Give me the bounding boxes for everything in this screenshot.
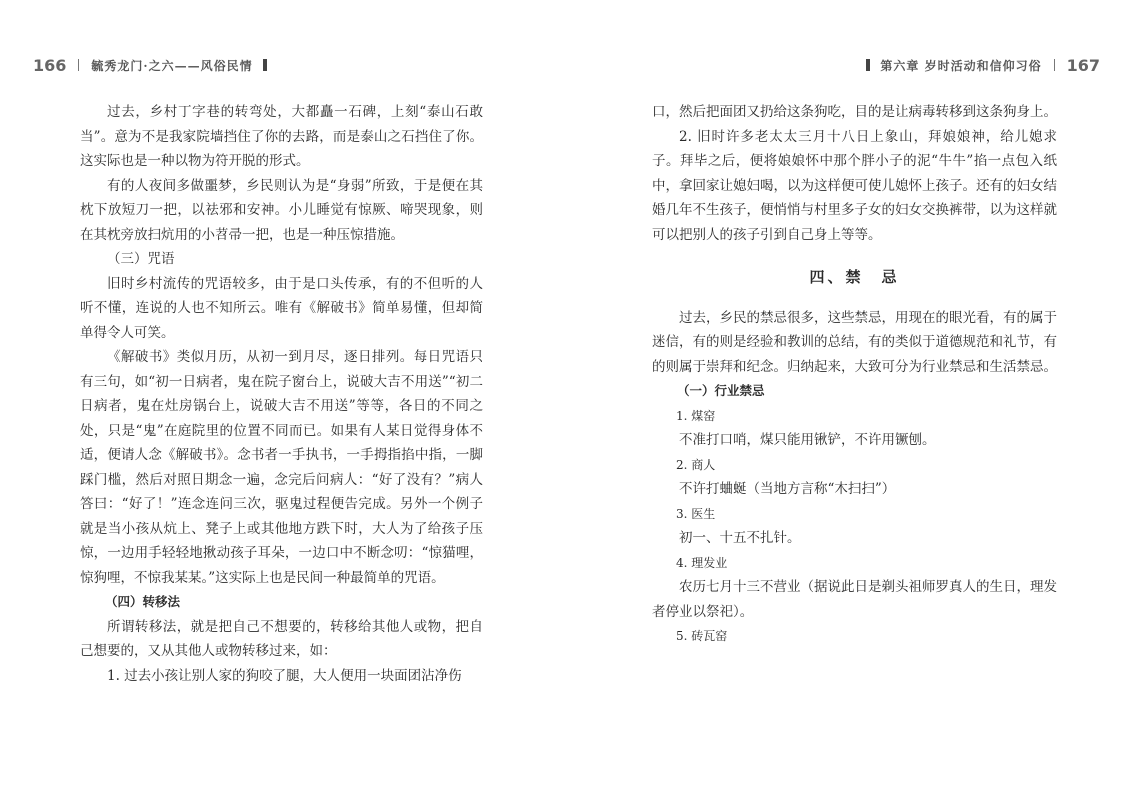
right-page-number: 167: [1066, 55, 1100, 75]
paragraph: 2. 旧时许多老太太三月十八日上象山，拜娘娘神，给儿媳求子。拜毕之后，便将娘娘怀中那个胖小子的泥“牛牛”掐一点包入纸中，拿回家让媳妇喝，以为这样便可使儿媳怀上孩子。还有的妇女结婚几年不生孩子，便悄悄与村里多子女的妇女交换裤带，以为这样就可以把别人的孩子引到自己身上等等。: [652, 128, 1057, 243]
right-page-header: [856, 54, 1100, 76]
list-item-heading: 4. 理发业: [676, 555, 728, 570]
paragraph: 所谓转移法，就是把自己不想要的，转移给其他人或物，把自己想要的，又从其他人或物转移过来，如：: [80, 618, 483, 659]
right-header-title: 第六章 岁时活动和信仰习俗: [880, 58, 1042, 73]
list-item-text: 不准打口哨，煤只能用锹铲，不许用镢刨。: [679, 432, 936, 448]
list-item-text: 初一、十五不扎针。: [679, 530, 801, 546]
list-item-heading: 3. 医生: [676, 506, 716, 521]
header-marker: [263, 59, 267, 71]
paragraph: 《解破书》类似月历，从初一到月尽，逐日排列。每日咒语只有三句，如“初一日病者，鬼在院子窗台上，说破大吉不用送”“初二日病者，鬼在灶房锅台上，说破大吉不用送”等等，各日的不同之处，只是“鬼”在庭院里的位置不同而已。如果有人某日觉得身体不适，便请人念《解破书》。念书者一手执书，一手拇指掐中指，一脚踩门槛，然后对照日期念一遍，念完后问病人：“好了没有？”病人答曰：“好了！”连念连问三次，驱鬼过程便告完成。另外一个例子就是当小孩从炕上、凳子上或其他地方跌下时，大人为了给孩子压惊，一边用手轻轻地揪动孩子耳朵，一边口中不断念叨：“惊猫哩，惊狗哩，不惊我某某。”这实际上也是民间一种最简单的咒语。: [80, 349, 483, 586]
header-marker: [866, 59, 870, 71]
list-item-heading: 5. 砖瓦窑: [676, 629, 728, 643]
subsection-heading: （一）行业禁忌: [677, 383, 765, 398]
list-item-text: 农历七月十三不营业（据说此日是剃头祖师罗真人的生日，理发者停业以祭祀）。: [652, 579, 1057, 620]
paragraph: 1. 过去小孩让别人家的狗咬了腿，大人便用一块面团沾净伤: [107, 667, 462, 684]
subsection-heading: （三）咒语: [107, 251, 175, 267]
paragraph: 有的人夜间多做噩梦，乡民则认为是“身弱”所致，于是便在其枕下放短刀一把，以祛邪和安神。小儿睡觉有惊厥、啼哭现象，则在其枕旁放扫炕用的小苕帚一把，也是一种压惊措施。: [80, 177, 483, 243]
header-separator: [1054, 59, 1055, 71]
right-page-body: [652, 100, 1057, 649]
paragraph: 过去，乡村丁字巷的转弯处，大都矗一石碑，上刻“泰山石敢当”。意为不是我家院墙挡住了你的去路，而是泰山之石挡住了你。这实际也是一种以物为符开脱的形式。: [80, 104, 483, 169]
list-item-heading: 1. 煤窑: [676, 408, 716, 423]
list-item-heading: 2. 商人: [676, 457, 716, 472]
paragraph: 口，然后把面团又扔给这条狗吃，目的是让病毒转移到这条狗身上。: [652, 104, 1057, 120]
section-title: 四、禁 忌: [809, 268, 900, 286]
paragraph: 过去，乡民的禁忌很多，这些禁忌，用现在的眼光看，有的属于迷信，有的则是经验和教训的总结，有的类似于道德规范和礼节，有的则属于崇拜和纪念。归纳起来，大致可分为行业禁忌和生活禁忌。: [652, 309, 1057, 375]
paragraph: 旧时乡村流传的咒语较多，由于是口头传承，有的不但听的人听不懂，连说的人也不知所云。唯有《解破书》简单易懂，但却简单得令人可笑。: [80, 275, 483, 341]
left-page-number: 166: [33, 55, 67, 75]
left-page-body: [80, 100, 483, 688]
list-item-text: 不许打蛐蜒（当地方言称“木扫扫”）: [679, 481, 896, 497]
left-header-title: 毓秀龙门·之六——风俗民情: [91, 58, 253, 73]
subsection-heading: （四）转移法: [105, 594, 181, 609]
header-separator: [78, 59, 79, 71]
left-page-header: [33, 54, 277, 76]
